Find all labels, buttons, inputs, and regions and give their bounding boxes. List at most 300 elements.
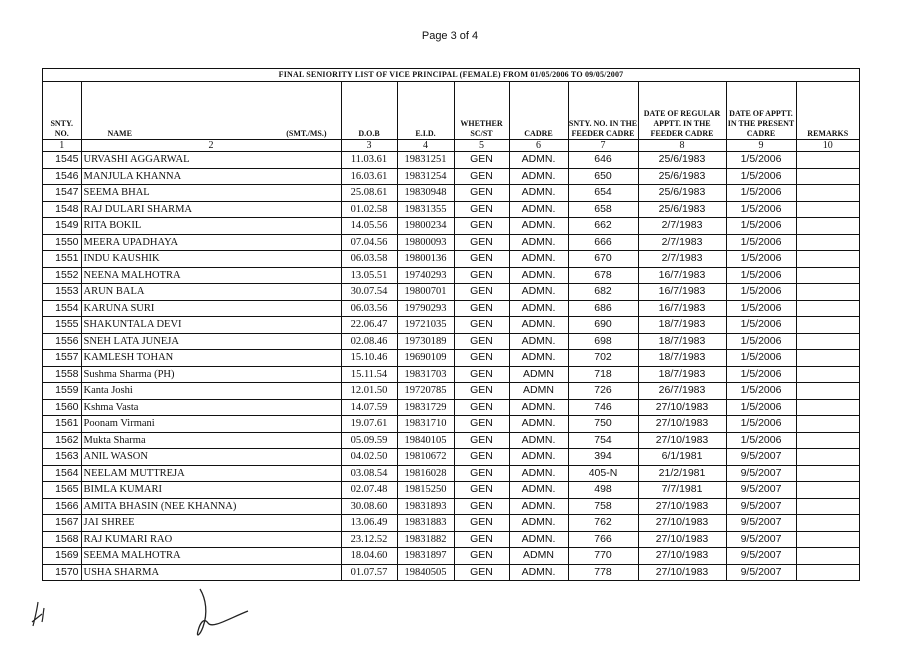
row-dob-cell: 01.02.58 (341, 201, 397, 218)
table-row (43, 465, 859, 482)
row-sn-cell: 1562 (43, 432, 81, 449)
row-regular-date-cell: 25/6/1983 (638, 185, 726, 202)
row-dob-cell: 16.03.61 (341, 168, 397, 185)
row-dob-cell: 12.01.50 (341, 383, 397, 400)
row-cadre-cell: ADMN. (509, 152, 568, 169)
document-title: FINAL SENIORITY LIST OF VICE PRINCIPAL (FEMALE) FROM 01/05/2006 TO 09/05/2007 (43, 69, 859, 82)
row-present-date-cell: 1/5/2006 (726, 432, 796, 449)
col-number: 3 (341, 140, 397, 152)
row-cadre-cell: ADMN. (509, 300, 568, 317)
row-sn-cell: 1559 (43, 383, 81, 400)
row-feeder-no-cell: 750 (568, 416, 638, 433)
row-scst-cell: GEN (454, 168, 509, 185)
row-cadre-cell: ADMN. (509, 465, 568, 482)
row-cadre-cell: ADMN. (509, 333, 568, 350)
row-regular-date-cell: 18/7/1983 (638, 350, 726, 367)
row-eid-cell: 19831897 (397, 548, 454, 565)
row-present-date-cell: 1/5/2006 (726, 317, 796, 334)
row-sn-cell: 1568 (43, 531, 81, 548)
col-header-scst: WHETHER SC/ST (454, 82, 509, 140)
row-name-cell: MEERA UPADHAYA (81, 234, 341, 251)
row-name-cell: AMITA BHASIN (NEE KHANNA) (81, 498, 341, 515)
row-name-cell: JAI SHREE (81, 515, 341, 532)
row-eid-cell: 19840505 (397, 564, 454, 580)
row-eid-cell: 19800701 (397, 284, 454, 301)
row-sn-cell: 1553 (43, 284, 81, 301)
row-regular-date-cell: 27/10/1983 (638, 564, 726, 580)
row-name-cell: RAJ KUMARI RAO (81, 531, 341, 548)
row-name-cell: KAMLESH TOHAN (81, 350, 341, 367)
row-feeder-no-cell: 746 (568, 399, 638, 416)
row-sn-cell: 1558 (43, 366, 81, 383)
col-number: 1 (43, 140, 81, 152)
table-row (43, 333, 859, 350)
row-remarks-cell (796, 317, 859, 334)
row-feeder-no-cell: 758 (568, 498, 638, 515)
row-remarks-cell (796, 399, 859, 416)
row-cadre-cell: ADMN. (509, 399, 568, 416)
table-row (43, 234, 859, 251)
col-header-name-label: NAME (107, 129, 132, 138)
row-remarks-cell (796, 201, 859, 218)
row-dob-cell: 03.08.54 (341, 465, 397, 482)
table-row (43, 482, 859, 499)
row-feeder-no-cell: 702 (568, 350, 638, 367)
row-cadre-cell: ADMN. (509, 350, 568, 367)
row-dob-cell: 30.08.60 (341, 498, 397, 515)
table-row (43, 399, 859, 416)
row-eid-cell: 19721035 (397, 317, 454, 334)
row-eid-cell: 19830948 (397, 185, 454, 202)
row-cadre-cell: ADMN. (509, 432, 568, 449)
row-sn-cell: 1561 (43, 416, 81, 433)
row-eid-cell: 19831703 (397, 366, 454, 383)
row-scst-cell: GEN (454, 300, 509, 317)
table-body (43, 152, 859, 581)
row-regular-date-cell: 2/7/1983 (638, 251, 726, 268)
row-present-date-cell: 9/5/2007 (726, 564, 796, 580)
row-sn-cell: 1556 (43, 333, 81, 350)
row-sn-cell: 1557 (43, 350, 81, 367)
row-present-date-cell: 9/5/2007 (726, 515, 796, 532)
row-dob-cell: 02.07.48 (341, 482, 397, 499)
row-name-cell: SEEMA BHAL (81, 185, 341, 202)
row-eid-cell: 19831883 (397, 515, 454, 532)
row-feeder-no-cell: 654 (568, 185, 638, 202)
row-dob-cell: 04.02.50 (341, 449, 397, 466)
col-number: 6 (509, 140, 568, 152)
row-sn-cell: 1563 (43, 449, 81, 466)
row-regular-date-cell: 16/7/1983 (638, 284, 726, 301)
row-feeder-no-cell: 762 (568, 515, 638, 532)
row-remarks-cell (796, 168, 859, 185)
row-remarks-cell (796, 564, 859, 580)
row-name-cell: Poonam Virmani (81, 416, 341, 433)
row-feeder-no-cell: 650 (568, 168, 638, 185)
row-regular-date-cell: 27/10/1983 (638, 498, 726, 515)
row-sn-cell: 1564 (43, 465, 81, 482)
row-scst-cell: GEN (454, 251, 509, 268)
row-scst-cell: GEN (454, 465, 509, 482)
row-present-date-cell: 1/5/2006 (726, 234, 796, 251)
table-row (43, 531, 859, 548)
row-scst-cell: GEN (454, 399, 509, 416)
row-eid-cell: 19831882 (397, 531, 454, 548)
row-regular-date-cell: 27/10/1983 (638, 399, 726, 416)
row-remarks-cell (796, 449, 859, 466)
column-number-row (43, 140, 859, 152)
row-regular-date-cell: 26/7/1983 (638, 383, 726, 400)
row-eid-cell: 19831254 (397, 168, 454, 185)
row-dob-cell: 01.07.57 (341, 564, 397, 580)
col-header-name (81, 82, 341, 140)
row-regular-date-cell: 18/7/1983 (638, 317, 726, 334)
initials-mark (28, 596, 58, 630)
row-present-date-cell: 9/5/2007 (726, 548, 796, 565)
row-name-cell: BIMLA KUMARI (81, 482, 341, 499)
row-feeder-no-cell: 726 (568, 383, 638, 400)
row-dob-cell: 15.11.54 (341, 366, 397, 383)
row-cadre-cell: ADMN. (509, 498, 568, 515)
row-sn-cell: 1554 (43, 300, 81, 317)
col-number: 8 (638, 140, 726, 152)
row-cadre-cell: ADMN. (509, 482, 568, 499)
row-present-date-cell: 1/5/2006 (726, 152, 796, 169)
row-dob-cell: 18.04.60 (341, 548, 397, 565)
row-eid-cell: 19831893 (397, 498, 454, 515)
row-present-date-cell: 1/5/2006 (726, 383, 796, 400)
row-sn-cell: 1566 (43, 498, 81, 515)
row-scst-cell: GEN (454, 515, 509, 532)
seniority-list-sheet (42, 68, 860, 581)
col-header-remarks: REMARKS (796, 82, 859, 140)
row-eid-cell: 19730189 (397, 333, 454, 350)
row-feeder-no-cell: 690 (568, 317, 638, 334)
row-regular-date-cell: 27/10/1983 (638, 548, 726, 565)
row-remarks-cell (796, 432, 859, 449)
row-present-date-cell: 1/5/2006 (726, 366, 796, 383)
row-present-date-cell: 1/5/2006 (726, 300, 796, 317)
row-scst-cell: GEN (454, 548, 509, 565)
row-eid-cell: 19800093 (397, 234, 454, 251)
row-dob-cell: 13.06.49 (341, 515, 397, 532)
row-regular-date-cell: 18/7/1983 (638, 333, 726, 350)
row-scst-cell: GEN (454, 564, 509, 580)
row-regular-date-cell: 2/7/1983 (638, 234, 726, 251)
table-row (43, 432, 859, 449)
row-regular-date-cell: 27/10/1983 (638, 515, 726, 532)
row-eid-cell: 19810672 (397, 449, 454, 466)
row-feeder-no-cell: 766 (568, 531, 638, 548)
row-name-cell: Mukta Sharma (81, 432, 341, 449)
col-header-present-date: DATE OF APPTT. IN THE PRESENT CADRE (726, 82, 796, 140)
row-scst-cell: GEN (454, 482, 509, 499)
row-feeder-no-cell: 698 (568, 333, 638, 350)
row-cadre-cell: ADMN. (509, 416, 568, 433)
row-name-cell: Sushma Sharma (PH) (81, 366, 341, 383)
row-eid-cell: 19740293 (397, 267, 454, 284)
row-regular-date-cell: 7/7/1981 (638, 482, 726, 499)
row-scst-cell: GEN (454, 383, 509, 400)
row-present-date-cell: 1/5/2006 (726, 218, 796, 235)
row-name-cell: ARUN BALA (81, 284, 341, 301)
row-scst-cell: GEN (454, 234, 509, 251)
table-row (43, 251, 859, 268)
row-regular-date-cell: 25/6/1983 (638, 168, 726, 185)
row-sn-cell: 1555 (43, 317, 81, 334)
table-row (43, 267, 859, 284)
col-header-cadre: CADRE (509, 82, 568, 140)
table-row (43, 284, 859, 301)
row-scst-cell: GEN (454, 416, 509, 433)
row-name-cell: Kshma Vasta (81, 399, 341, 416)
row-cadre-cell: ADMN. (509, 251, 568, 268)
row-feeder-no-cell: 498 (568, 482, 638, 499)
table-row (43, 185, 859, 202)
row-scst-cell: GEN (454, 284, 509, 301)
row-dob-cell: 14.05.56 (341, 218, 397, 235)
row-scst-cell: GEN (454, 449, 509, 466)
row-sn-cell: 1570 (43, 564, 81, 580)
row-remarks-cell (796, 366, 859, 383)
row-scst-cell: GEN (454, 333, 509, 350)
row-feeder-no-cell: 754 (568, 432, 638, 449)
row-regular-date-cell: 25/6/1983 (638, 201, 726, 218)
row-name-cell: URVASHI AGGARWAL (81, 152, 341, 169)
col-number: 4 (397, 140, 454, 152)
row-feeder-no-cell: 718 (568, 366, 638, 383)
row-regular-date-cell: 2/7/1983 (638, 218, 726, 235)
row-name-cell: SEEMA MALHOTRA (81, 548, 341, 565)
row-feeder-no-cell: 662 (568, 218, 638, 235)
row-feeder-no-cell: 686 (568, 300, 638, 317)
row-regular-date-cell: 21/2/1981 (638, 465, 726, 482)
row-cadre-cell: ADMN. (509, 531, 568, 548)
row-dob-cell: 05.09.59 (341, 432, 397, 449)
row-remarks-cell (796, 531, 859, 548)
table-row (43, 383, 859, 400)
row-sn-cell: 1569 (43, 548, 81, 565)
col-number: 10 (796, 140, 859, 152)
row-name-cell: SNEH LATA JUNEJA (81, 333, 341, 350)
row-sn-cell: 1550 (43, 234, 81, 251)
row-present-date-cell: 1/5/2006 (726, 416, 796, 433)
row-feeder-no-cell: 670 (568, 251, 638, 268)
row-sn-cell: 1552 (43, 267, 81, 284)
col-number: 5 (454, 140, 509, 152)
row-remarks-cell (796, 234, 859, 251)
row-cadre-cell: ADMN. (509, 201, 568, 218)
col-header-dob: D.O.B (341, 82, 397, 140)
row-scst-cell: GEN (454, 366, 509, 383)
col-number: 2 (81, 140, 341, 152)
row-cadre-cell: ADMN. (509, 317, 568, 334)
row-scst-cell: GEN (454, 432, 509, 449)
row-dob-cell: 06.03.58 (341, 251, 397, 268)
table-row (43, 416, 859, 433)
row-name-cell: RAJ DULARI SHARMA (81, 201, 341, 218)
row-dob-cell: 19.07.61 (341, 416, 397, 433)
table-row (43, 317, 859, 334)
row-regular-date-cell: 16/7/1983 (638, 267, 726, 284)
row-scst-cell: GEN (454, 152, 509, 169)
table-row (43, 168, 859, 185)
row-sn-cell: 1565 (43, 482, 81, 499)
col-header-eid: E.I.D. (397, 82, 454, 140)
col-header-smt: (SMT./MS.) (286, 129, 327, 138)
row-sn-cell: 1567 (43, 515, 81, 532)
row-eid-cell: 19831251 (397, 152, 454, 169)
row-eid-cell: 19800234 (397, 218, 454, 235)
row-present-date-cell: 1/5/2006 (726, 333, 796, 350)
row-eid-cell: 19815250 (397, 482, 454, 499)
row-remarks-cell (796, 515, 859, 532)
row-scst-cell: GEN (454, 498, 509, 515)
page-number: Page 3 of 4 (421, 30, 479, 42)
row-present-date-cell: 1/5/2006 (726, 201, 796, 218)
row-present-date-cell: 1/5/2006 (726, 350, 796, 367)
table-row (43, 350, 859, 367)
row-name-cell: KARUNA SURI (81, 300, 341, 317)
row-feeder-no-cell: 666 (568, 234, 638, 251)
row-remarks-cell (796, 218, 859, 235)
row-present-date-cell: 1/5/2006 (726, 267, 796, 284)
row-name-cell: Kanta Joshi (81, 383, 341, 400)
row-regular-date-cell: 27/10/1983 (638, 432, 726, 449)
col-number: 9 (726, 140, 796, 152)
table-row (43, 564, 859, 580)
row-name-cell: SHAKUNTALA DEVI (81, 317, 341, 334)
row-present-date-cell: 1/5/2006 (726, 168, 796, 185)
row-remarks-cell (796, 548, 859, 565)
row-remarks-cell (796, 300, 859, 317)
row-present-date-cell: 1/5/2006 (726, 251, 796, 268)
row-dob-cell: 14.07.59 (341, 399, 397, 416)
row-cadre-cell: ADMN. (509, 234, 568, 251)
row-name-cell: NEENA MALHOTRA (81, 267, 341, 284)
row-eid-cell: 19800136 (397, 251, 454, 268)
row-remarks-cell (796, 416, 859, 433)
row-dob-cell: 15.10.46 (341, 350, 397, 367)
row-feeder-no-cell: 682 (568, 284, 638, 301)
row-regular-date-cell: 6/1/1981 (638, 449, 726, 466)
row-scst-cell: GEN (454, 185, 509, 202)
row-regular-date-cell: 16/7/1983 (638, 300, 726, 317)
row-cadre-cell: ADMN. (509, 284, 568, 301)
row-eid-cell: 19816028 (397, 465, 454, 482)
row-cadre-cell: ADMN. (509, 218, 568, 235)
row-name-cell: INDU KAUSHIK (81, 251, 341, 268)
row-feeder-no-cell: 405-N (568, 465, 638, 482)
row-remarks-cell (796, 185, 859, 202)
row-scst-cell: GEN (454, 350, 509, 367)
header-row (43, 82, 859, 140)
seniority-table (43, 82, 859, 580)
row-cadre-cell: ADMN (509, 383, 568, 400)
row-remarks-cell (796, 482, 859, 499)
row-scst-cell: GEN (454, 267, 509, 284)
row-present-date-cell: 1/5/2006 (726, 399, 796, 416)
table-row (43, 218, 859, 235)
row-remarks-cell (796, 267, 859, 284)
row-present-date-cell: 1/5/2006 (726, 284, 796, 301)
row-regular-date-cell: 18/7/1983 (638, 366, 726, 383)
row-cadre-cell: ADMN (509, 366, 568, 383)
row-name-cell: ANIL WASON (81, 449, 341, 466)
row-feeder-no-cell: 770 (568, 548, 638, 565)
row-remarks-cell (796, 383, 859, 400)
table-row (43, 515, 859, 532)
row-dob-cell: 22.06.47 (341, 317, 397, 334)
row-dob-cell: 06.03.56 (341, 300, 397, 317)
col-header-feeder-no: SNTY. NO. IN THE FEEDER CADRE (568, 82, 638, 140)
row-eid-cell: 19790293 (397, 300, 454, 317)
row-eid-cell: 19831729 (397, 399, 454, 416)
row-regular-date-cell: 27/10/1983 (638, 416, 726, 433)
row-scst-cell: GEN (454, 317, 509, 334)
table-row (43, 548, 859, 565)
row-remarks-cell (796, 350, 859, 367)
row-cadre-cell: ADMN. (509, 185, 568, 202)
row-name-cell: RITA BOKIL (81, 218, 341, 235)
row-present-date-cell: 9/5/2007 (726, 449, 796, 466)
row-scst-cell: GEN (454, 531, 509, 548)
row-remarks-cell (796, 284, 859, 301)
table-row (43, 152, 859, 169)
row-sn-cell: 1551 (43, 251, 81, 268)
row-sn-cell: 1547 (43, 185, 81, 202)
row-sn-cell: 1548 (43, 201, 81, 218)
row-eid-cell: 19690109 (397, 350, 454, 367)
row-dob-cell: 30.07.54 (341, 284, 397, 301)
row-cadre-cell: ADMN (509, 548, 568, 565)
row-feeder-no-cell: 678 (568, 267, 638, 284)
col-number: 7 (568, 140, 638, 152)
row-remarks-cell (796, 333, 859, 350)
row-present-date-cell: 1/5/2006 (726, 185, 796, 202)
row-eid-cell: 19720785 (397, 383, 454, 400)
row-sn-cell: 1549 (43, 218, 81, 235)
row-cadre-cell: ADMN. (509, 515, 568, 532)
table-row (43, 201, 859, 218)
row-feeder-no-cell: 646 (568, 152, 638, 169)
row-regular-date-cell: 27/10/1983 (638, 531, 726, 548)
row-remarks-cell (796, 152, 859, 169)
row-dob-cell: 07.04.56 (341, 234, 397, 251)
table-row (43, 449, 859, 466)
row-sn-cell: 1545 (43, 152, 81, 169)
row-present-date-cell: 9/5/2007 (726, 482, 796, 499)
table-row (43, 498, 859, 515)
row-cadre-cell: ADMN. (509, 267, 568, 284)
row-remarks-cell (796, 498, 859, 515)
row-dob-cell: 11.03.61 (341, 152, 397, 169)
row-sn-cell: 1560 (43, 399, 81, 416)
row-eid-cell: 19831355 (397, 201, 454, 218)
row-cadre-cell: ADMN. (509, 168, 568, 185)
row-dob-cell: 25.08.61 (341, 185, 397, 202)
row-name-cell: USHA SHARMA (81, 564, 341, 580)
row-eid-cell: 19831710 (397, 416, 454, 433)
row-eid-cell: 19840105 (397, 432, 454, 449)
row-regular-date-cell: 25/6/1983 (638, 152, 726, 169)
row-sn-cell: 1546 (43, 168, 81, 185)
row-dob-cell: 13.05.51 (341, 267, 397, 284)
row-remarks-cell (796, 465, 859, 482)
table-row (43, 366, 859, 383)
row-cadre-cell: ADMN. (509, 564, 568, 580)
row-scst-cell: GEN (454, 218, 509, 235)
